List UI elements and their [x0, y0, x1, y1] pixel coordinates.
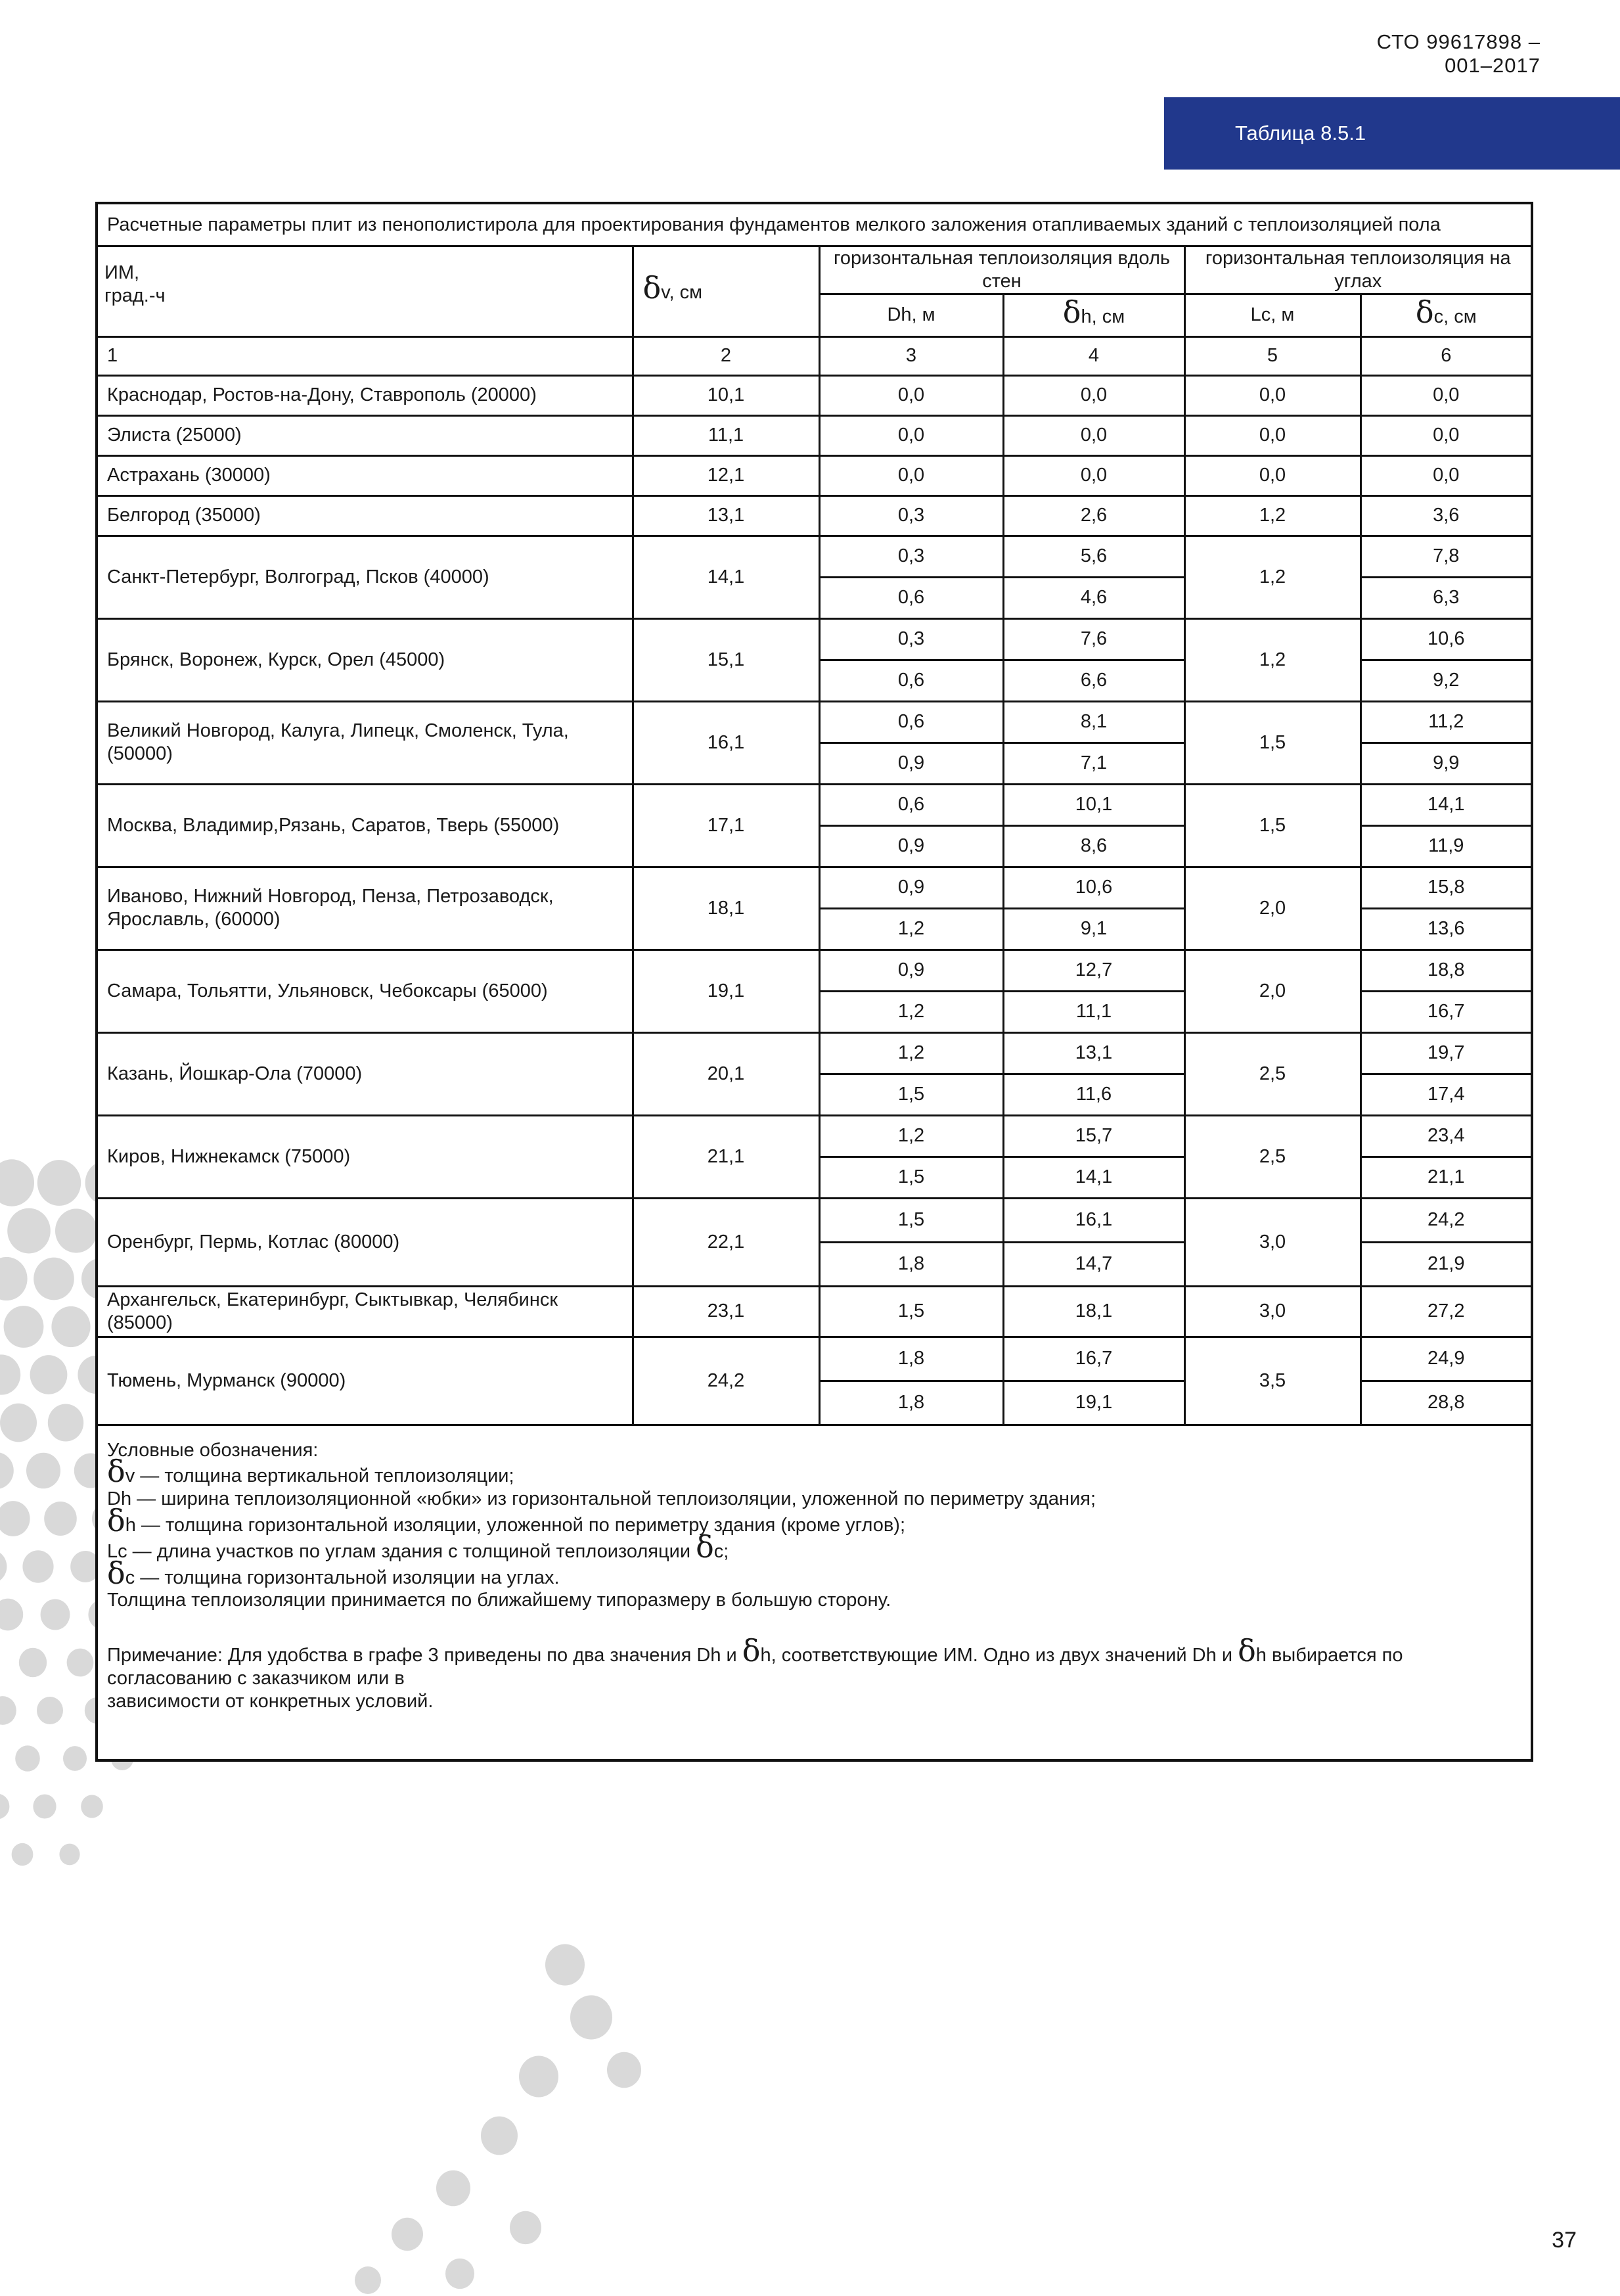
decorative-dot — [570, 1995, 612, 2039]
city-im-cell — [97, 1032, 633, 1115]
lc-length-header: Lc, м — [1184, 294, 1361, 336]
city-im-cell — [97, 950, 633, 1032]
legend-text: ; — [723, 1540, 729, 1562]
delta-symbol: δ — [1415, 294, 1434, 330]
decorative-dot — [33, 1795, 56, 1819]
deltac-value: 27,2 — [1361, 1286, 1532, 1337]
legend-text: Lc — длина участков по углам здания с толщиной теплоизоляции — [107, 1540, 696, 1562]
city-im-cell — [97, 784, 633, 867]
table-row — [97, 784, 1532, 825]
table-row — [97, 950, 1532, 991]
dh-width-value: 0,9 — [819, 867, 1003, 908]
lc-value: 2,0 — [1184, 867, 1361, 950]
lc-value: 2,0 — [1184, 950, 1361, 1032]
note-text: Примечание: Для удобства в графе 3 приведены по два значения Dh и — [107, 1645, 742, 1666]
lc-value: 0,0 — [1184, 415, 1361, 455]
dh-width-value: 1,8 — [819, 1381, 1003, 1425]
dv-value: 13,1 — [633, 495, 819, 536]
legend-text: — толщина горизонтальной изоляции на углах. — [135, 1567, 560, 1588]
decorative-dot — [55, 1208, 97, 1252]
lc-value: 1,2 — [1184, 495, 1361, 536]
decorative-dot — [81, 1795, 103, 1818]
deltac-value: 23,4 — [1361, 1115, 1532, 1157]
deltac-value: 19,7 — [1361, 1032, 1532, 1074]
delta-symbol: δ — [642, 270, 662, 306]
lc-value: 1,5 — [1184, 784, 1361, 867]
column-number: 6 — [1361, 336, 1532, 375]
deltah-value: 8,6 — [1003, 825, 1184, 867]
deltac-value: 24,9 — [1361, 1337, 1532, 1381]
city-im-cell — [97, 375, 633, 415]
deltah-value: 16,1 — [1003, 1198, 1184, 1242]
dh-width-value: 1,2 — [819, 1032, 1003, 1074]
legend-text: — толщина горизонтальной изоляции, уложенной по периметру здания (кроме углов); — [135, 1514, 906, 1536]
note-text: h выбирается по согласованию с заказчиком или в — [107, 1645, 1403, 1689]
decorative-dot — [392, 2218, 423, 2251]
deltac-value: 14,1 — [1361, 784, 1532, 825]
deltac-value: 3,6 — [1361, 495, 1532, 536]
page-number: 37 — [1552, 2228, 1577, 2253]
symbol-subscript: c — [125, 1567, 135, 1588]
dv-value: 17,1 — [633, 784, 819, 867]
legend-line — [107, 1502, 1521, 1538]
deltah-value: 10,6 — [1003, 867, 1184, 908]
deltah-value: 0,0 — [1003, 455, 1184, 495]
table-row — [97, 495, 1532, 536]
decorative-dot — [519, 2056, 558, 2098]
city-name: Иваново, Нижний Новгород, Пенза, Петрозаводск, — [107, 886, 554, 907]
decorative-dot — [481, 2117, 518, 2155]
dv-value: 16,1 — [633, 701, 819, 784]
deltah-value: 11,1 — [1003, 991, 1184, 1032]
table-row — [97, 1115, 1532, 1157]
table-row — [97, 867, 1532, 908]
deltac-value: 11,9 — [1361, 825, 1532, 867]
legend-line — [107, 1454, 1521, 1490]
header-row — [97, 246, 1532, 294]
legend-line — [107, 1488, 1521, 1511]
column-number: 5 — [1184, 336, 1361, 375]
city-name: Архангельск, Екатеринбург, Сыктывкар, Челябинск (85000) — [107, 1289, 558, 1333]
lc-value: 2,5 — [1184, 1032, 1361, 1115]
legend-text: Толщина теплоизоляции принимается по ближайшему типоразмеру в большую сторону. — [107, 1590, 891, 1611]
decorative-dot — [0, 1501, 30, 1536]
decorative-dot — [0, 1696, 16, 1725]
legend-line — [107, 1439, 1521, 1462]
city-im-cell — [97, 455, 633, 495]
deltah-value: 7,1 — [1003, 743, 1184, 784]
deltah-value: 14,1 — [1003, 1157, 1184, 1198]
deltah-value: 8,1 — [1003, 701, 1184, 743]
decorative-dot — [12, 1843, 34, 1866]
column-number: 4 — [1003, 336, 1184, 375]
walls-insulation-group-header: горизонтальная теплоизоляция вдоль стен — [819, 246, 1184, 294]
corners-insulation-group-header: горизонтальная теплоизоляция на углах — [1184, 246, 1532, 294]
delta-symbol: δ — [1062, 294, 1081, 330]
decorative-dot — [15, 1745, 40, 1771]
delta-symbol: δ — [1238, 1633, 1256, 1669]
city-name: Брянск, Воронеж, Курск, Орел (45000) — [107, 649, 445, 670]
dh-width-value: 0,3 — [819, 536, 1003, 577]
city-im-cell — [97, 536, 633, 618]
decorative-dot — [0, 1599, 23, 1631]
city-name: Великий Новгород, Калуга, Липецк, Смоленск, Тула, (50000) — [107, 720, 569, 765]
deltac-value: 9,9 — [1361, 743, 1532, 784]
legend-line — [107, 1589, 1521, 1612]
deltac-value: 17,4 — [1361, 1074, 1532, 1115]
delta-symbol: δ — [107, 1555, 125, 1591]
dv-value: 15,1 — [633, 618, 819, 701]
table-row — [97, 1032, 1532, 1074]
lc-value: 1,2 — [1184, 618, 1361, 701]
dh-width-value: 1,8 — [819, 1242, 1003, 1286]
legend-title: Условные обозначения: — [107, 1439, 319, 1461]
deltah-header-suffix: h, см — [1081, 306, 1125, 327]
note-text: h, соответствующие ИМ. Одно из двух значений Dh и — [760, 1645, 1238, 1666]
deltah-value: 15,7 — [1003, 1115, 1184, 1157]
table-row — [97, 701, 1532, 743]
city-name: Краснодар, Ростов-на-Дону, Ставрополь (20000) — [107, 384, 537, 406]
deltah-value: 18,1 — [1003, 1286, 1184, 1337]
decorative-dot — [30, 1355, 68, 1394]
dh-width-value: 0,6 — [819, 784, 1003, 825]
dh-width-value: 0,9 — [819, 950, 1003, 991]
document-code: СТО 99617898 –001–2017 — [1376, 30, 1541, 77]
legend-line — [107, 1690, 1521, 1713]
dv-value: 18,1 — [633, 867, 819, 950]
deltah-value: 4,6 — [1003, 577, 1184, 618]
decorative-dot — [0, 1550, 7, 1583]
table-row — [97, 536, 1532, 577]
city-im-cell — [97, 701, 633, 784]
table-row — [97, 375, 1532, 415]
deltac-value: 21,1 — [1361, 1157, 1532, 1198]
lc-value: 3,0 — [1184, 1198, 1361, 1286]
deltah-value: 16,7 — [1003, 1337, 1184, 1381]
city-name: Казань, Йошкар-Ола (70000) — [107, 1063, 363, 1084]
deltah-value: 14,7 — [1003, 1242, 1184, 1286]
dh-width-value: 0,3 — [819, 495, 1003, 536]
note-text: зависимости от конкретных условий. — [107, 1690, 434, 1712]
insulation-parameters-table — [95, 202, 1533, 1762]
table-row — [97, 1198, 1532, 1242]
deltah-thickness-header — [1003, 294, 1184, 336]
deltac-value: 21,9 — [1361, 1242, 1532, 1286]
decorative-dot — [7, 1208, 51, 1254]
deltah-value: 2,6 — [1003, 495, 1184, 536]
column-number: 3 — [819, 336, 1003, 375]
column-number: 1 — [97, 336, 633, 375]
table-number-text: Таблица 8.5.1 — [1235, 122, 1366, 145]
symbol-subscript: v — [125, 1465, 135, 1487]
deltac-value: 28,8 — [1361, 1381, 1532, 1425]
legend-line — [107, 1528, 1521, 1565]
city-im-cell — [97, 867, 633, 950]
lc-value: 2,5 — [1184, 1115, 1361, 1198]
dh-width-value: 0,9 — [819, 743, 1003, 784]
table-row — [97, 1286, 1532, 1337]
city-name: Самара, Тольятти, Ульяновск, Чебоксары (65000) — [107, 980, 548, 1001]
city-im-cell — [97, 495, 633, 536]
deltah-value: 13,1 — [1003, 1032, 1184, 1074]
deltah-value: 7,6 — [1003, 618, 1184, 660]
dh-width-value: 1,5 — [819, 1074, 1003, 1115]
decorative-dot — [34, 1258, 74, 1300]
deltac-value: 16,7 — [1361, 991, 1532, 1032]
decorative-dot — [545, 1944, 585, 1986]
im-column-header — [97, 246, 633, 337]
decorative-dot — [67, 1649, 94, 1677]
dh-width-value: 1,8 — [819, 1337, 1003, 1381]
deltac-value: 13,6 — [1361, 908, 1532, 950]
lc-value: 0,0 — [1184, 375, 1361, 415]
city-name: Оренбург, Пермь, Котлас (80000) — [107, 1231, 400, 1252]
decorative-dot — [48, 1404, 83, 1441]
im-header-line1: ИМ, — [104, 262, 140, 283]
decorative-dot — [4, 1306, 44, 1348]
decorative-dot — [0, 1159, 34, 1206]
delta-symbol: δ — [107, 1502, 125, 1538]
deltac-thickness-header — [1361, 294, 1532, 336]
table-row — [97, 415, 1532, 455]
decorative-dot — [607, 2052, 641, 2088]
deltah-value: 11,6 — [1003, 1074, 1184, 1115]
city-name: Элиста (25000) — [107, 425, 242, 446]
dh-width-value: 1,5 — [819, 1198, 1003, 1242]
decorative-dot — [0, 1452, 14, 1489]
deltac-value: 7,8 — [1361, 536, 1532, 577]
dv-column-header — [633, 246, 819, 337]
decorative-dot — [510, 2211, 541, 2244]
dh-width-header: Dh, м — [819, 294, 1003, 336]
dh-width-value: 0,6 — [819, 701, 1003, 743]
dv-value: 23,1 — [633, 1286, 819, 1337]
deltah-value: 9,1 — [1003, 908, 1184, 950]
deltah-value: 19,1 — [1003, 1381, 1184, 1425]
city-im-cell — [97, 1115, 633, 1198]
decorative-dot — [37, 1160, 81, 1206]
legend-notes — [97, 1425, 1532, 1760]
city-name: Москва, Владимир,Рязань, Саратов, Тверь (55000) — [107, 814, 560, 836]
dh-width-value: 1,2 — [819, 908, 1003, 950]
city-im-cell — [97, 1286, 633, 1337]
dh-width-value: 1,5 — [819, 1157, 1003, 1198]
city-name: Санкт-Петербург, Волгоград, Псков (40000) — [107, 566, 489, 587]
decorative-dot — [37, 1697, 63, 1724]
deltac-header-suffix: c, см — [1433, 306, 1477, 327]
deltac-value: 0,0 — [1361, 455, 1532, 495]
decorative-dot — [0, 1354, 20, 1394]
decorative-dot — [436, 2170, 470, 2207]
legend-line — [107, 1555, 1521, 1591]
dh-width-value: 1,2 — [819, 991, 1003, 1032]
deltah-value: 6,6 — [1003, 660, 1184, 701]
deltac-value: 15,8 — [1361, 867, 1532, 908]
dv-value: 21,1 — [633, 1115, 819, 1198]
dv-value: 14,1 — [633, 536, 819, 618]
deltac-value: 9,2 — [1361, 660, 1532, 701]
lc-value: 1,5 — [1184, 701, 1361, 784]
deltah-value: 0,0 — [1003, 415, 1184, 455]
decorative-dot — [22, 1550, 53, 1583]
dv-value: 22,1 — [633, 1198, 819, 1286]
deltac-value: 24,2 — [1361, 1198, 1532, 1242]
city-name-continued: Ярославль, (60000) — [107, 909, 281, 930]
dv-header-suffix: v, см — [661, 282, 703, 304]
column-number-row — [97, 336, 1532, 375]
column-number: 2 — [633, 336, 819, 375]
decorative-dot — [63, 1746, 87, 1771]
dh-width-value: 0,0 — [819, 455, 1003, 495]
dh-width-value: 0,3 — [819, 618, 1003, 660]
deltah-value: 0,0 — [1003, 375, 1184, 415]
lc-value: 3,5 — [1184, 1337, 1361, 1425]
dv-value: 20,1 — [633, 1032, 819, 1115]
decorative-dot — [59, 1844, 79, 1866]
decorative-dot — [0, 1257, 28, 1300]
table-row — [97, 618, 1532, 660]
dv-value: 10,1 — [633, 375, 819, 415]
city-im-cell — [97, 1337, 633, 1425]
dv-value: 24,2 — [633, 1337, 819, 1425]
delta-symbol: δ — [696, 1528, 714, 1565]
dh-width-value: 0,6 — [819, 660, 1003, 701]
dv-value: 19,1 — [633, 950, 819, 1032]
decorative-dot — [41, 1599, 70, 1630]
symbol-subscript: c — [713, 1540, 724, 1562]
deltah-value: 5,6 — [1003, 536, 1184, 577]
city-im-cell — [97, 618, 633, 701]
legend-line — [107, 1633, 1521, 1690]
dh-width-value: 1,2 — [819, 1115, 1003, 1157]
deltac-value: 11,2 — [1361, 701, 1532, 743]
spacer — [107, 1612, 1521, 1641]
decorative-dot — [355, 2266, 381, 2294]
dh-width-value: 0,0 — [819, 375, 1003, 415]
lc-value: 3,0 — [1184, 1286, 1361, 1337]
deltac-value: 10,6 — [1361, 618, 1532, 660]
dv-value: 12,1 — [633, 455, 819, 495]
delta-symbol: δ — [107, 1454, 125, 1490]
legend-text: Dh — ширина теплоизоляционной «юбки» из горизонтальной теплоизоляции, уложенной по периметру здания; — [107, 1488, 1096, 1510]
decorative-dot — [19, 1648, 47, 1678]
city-name: Киров, Нижнекамск (75000) — [107, 1145, 351, 1167]
table-row — [97, 1337, 1532, 1381]
city-name: Белгород (35000) — [107, 505, 261, 526]
deltac-value: 18,8 — [1361, 950, 1532, 991]
table-number-label — [1164, 97, 1620, 170]
deltac-value: 0,0 — [1361, 375, 1532, 415]
decorative-dot — [51, 1306, 90, 1347]
decorative-dot — [44, 1502, 77, 1536]
dh-width-value: 1,5 — [819, 1286, 1003, 1337]
table-caption-row — [97, 203, 1532, 246]
table-caption: Расчетные параметры плит из пенополистирола для проектирования фундаментов мелкого заложения отапливаемых зданий с теплоизоляцией пола — [97, 203, 1532, 246]
deltah-value: 10,1 — [1003, 784, 1184, 825]
lc-value: 0,0 — [1184, 455, 1361, 495]
city-name: Астрахань (30000) — [107, 465, 271, 486]
city-im-cell — [97, 1198, 633, 1286]
city-im-cell — [97, 415, 633, 455]
deltac-value: 6,3 — [1361, 577, 1532, 618]
legend-text: — толщина вертикальной теплоизоляции; — [135, 1465, 514, 1487]
symbol-subscript: h — [125, 1514, 136, 1536]
deltac-value: 0,0 — [1361, 415, 1532, 455]
delta-symbol: δ — [742, 1633, 761, 1669]
decorative-dot — [0, 1404, 37, 1442]
deltah-value: 12,7 — [1003, 950, 1184, 991]
dh-width-value: 0,9 — [819, 825, 1003, 867]
dh-width-value: 0,0 — [819, 415, 1003, 455]
city-name: Тюмень, Мурманск (90000) — [107, 1369, 346, 1391]
im-header-line2: град.-ч — [104, 285, 166, 306]
decorative-dot — [26, 1453, 60, 1489]
decorative-dot — [445, 2259, 474, 2289]
dv-value: 11,1 — [633, 415, 819, 455]
notes-row — [97, 1425, 1532, 1760]
dh-width-value: 0,6 — [819, 577, 1003, 618]
table-row — [97, 455, 1532, 495]
lc-value: 1,2 — [1184, 536, 1361, 618]
decorative-dot — [0, 1794, 9, 1820]
